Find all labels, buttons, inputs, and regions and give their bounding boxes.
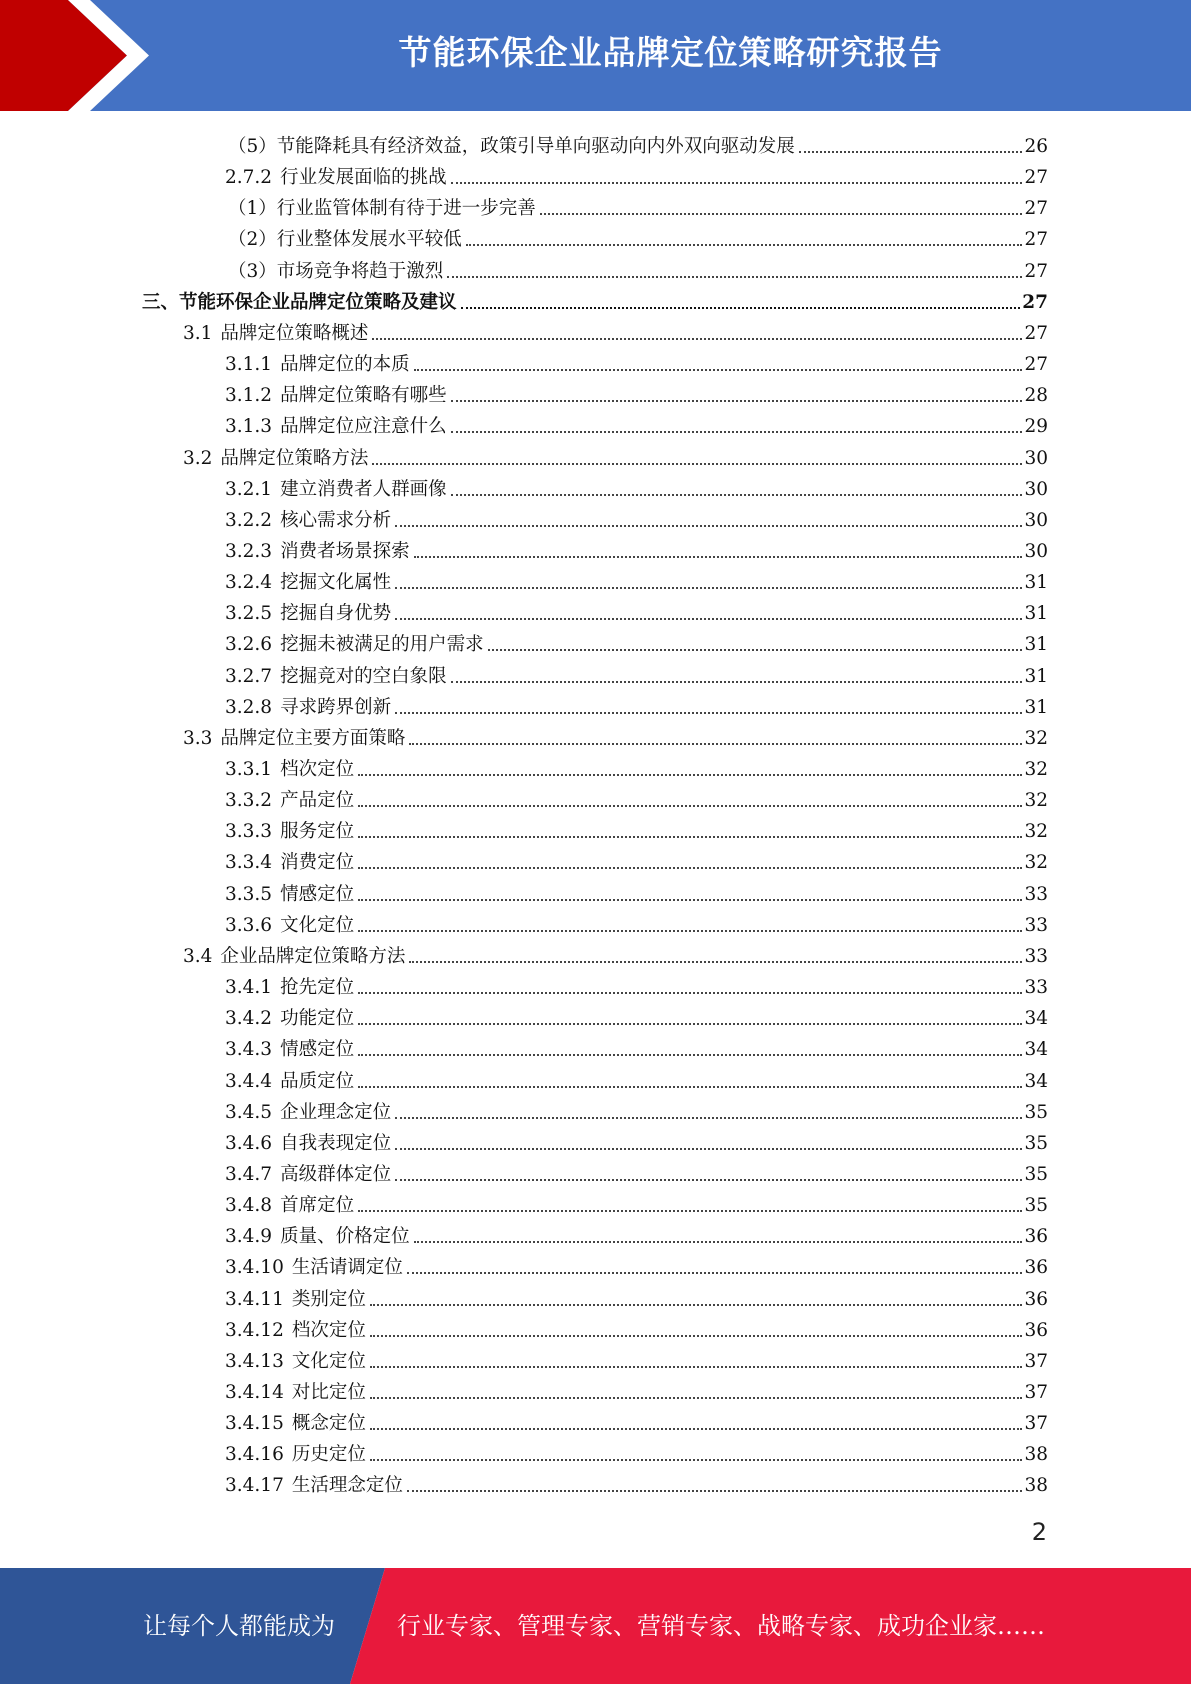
toc-entry[interactable]	[225, 563, 1048, 594]
toc-entry-number: 3.2.4	[225, 572, 273, 594]
toc-entry[interactable]	[225, 1093, 1048, 1124]
toc-dot-leader	[358, 899, 1022, 901]
toc-entry-label	[228, 198, 536, 220]
toc-entry-page: 32	[1024, 759, 1048, 780]
toc-entry-number: 3.4	[183, 945, 213, 967]
toc-entry[interactable]	[225, 1280, 1048, 1311]
toc-entry[interactable]	[225, 407, 1048, 438]
toc-dot-leader	[358, 1023, 1022, 1025]
toc-entry[interactable]	[228, 127, 1048, 158]
toc-entry-title: 服务定位	[280, 821, 355, 843]
toc-entry-label	[225, 1039, 354, 1061]
toc-entry-number: 3.2.7	[225, 665, 273, 687]
toc-entry-label	[225, 915, 354, 937]
toc-entry-label	[225, 1226, 410, 1248]
toc-entry-title: 挖掘未被满足的用户需求	[280, 634, 484, 656]
toc-entry-page: 33	[1024, 977, 1048, 999]
toc-entry-page: 33	[1024, 883, 1048, 905]
toc-entry-label	[183, 728, 405, 750]
toc-entry-label	[225, 790, 354, 812]
toc-entry-page: 31	[1024, 603, 1048, 625]
toc-entry-page: 31	[1024, 634, 1048, 656]
toc-dot-leader	[799, 151, 1023, 153]
toc-entry-number: （5）	[228, 136, 277, 157]
page-number: 2	[1031, 1518, 1047, 1546]
toc-entry-title: 挖掘自身优势	[280, 603, 392, 625]
toc-entry-label	[225, 1444, 366, 1466]
toc-entry-title: 功能定位	[280, 1008, 355, 1030]
toc-entry-label	[225, 510, 391, 532]
toc-entry[interactable]	[225, 1124, 1048, 1155]
toc-entry-title: 文化定位	[291, 1350, 366, 1372]
toc-entry-number: （1）	[228, 198, 277, 220]
toc-entry-title: 文化定位	[280, 914, 355, 936]
toc-entry-title: 抢先定位	[280, 977, 355, 999]
toc-entry[interactable]	[225, 470, 1048, 501]
toc-entry[interactable]	[225, 1186, 1048, 1217]
toc-entry-label	[225, 1382, 366, 1404]
toc-dot-leader	[358, 1086, 1022, 1088]
toc-entry[interactable]	[225, 688, 1048, 719]
toc-entry-page: 27	[1024, 354, 1048, 376]
toc-entry-label	[225, 697, 391, 719]
toc-entry-number: 3.3.2	[225, 790, 273, 812]
toc-entry-page: 27	[1024, 198, 1048, 220]
toc-entry-number: （3）	[228, 260, 277, 282]
toc-entry-title: 挖掘文化属性	[280, 572, 392, 594]
toc-entry-page: 37	[1024, 1413, 1048, 1435]
toc-dot-leader	[358, 1054, 1022, 1056]
page-footer	[0, 1568, 1191, 1684]
toc-dot-leader	[370, 1335, 1023, 1337]
toc-entry-number: 3.4.5	[225, 1101, 273, 1123]
toc-entry-label	[183, 448, 368, 470]
toc-entry-number: 3.4.12	[225, 1319, 284, 1341]
toc-entry-page: 34	[1024, 1039, 1048, 1061]
toc-dot-leader	[414, 369, 1023, 371]
toc-dot-leader	[358, 805, 1022, 807]
toc-entry-title: 品牌定位策略概述	[220, 322, 369, 344]
toc-entry-page: 37	[1024, 1382, 1048, 1403]
toc-dot-leader	[407, 1272, 1023, 1274]
toc-entry-title: 消费者场景探索	[280, 540, 410, 562]
toc-entry-page: 27	[1024, 260, 1048, 282]
toc-entry-number: 3.4.10	[225, 1257, 284, 1279]
toc-entry[interactable]	[225, 781, 1048, 812]
toc-entry-number: 3.3.6	[225, 914, 273, 936]
toc-entry[interactable]	[225, 875, 1048, 906]
toc-entry-number: 3.2.6	[225, 634, 273, 656]
toc-dot-leader	[407, 1490, 1023, 1492]
toc-entry[interactable]	[225, 1342, 1048, 1373]
toc-entry-label	[225, 1164, 391, 1186]
toc-entry-page: 32	[1024, 821, 1048, 843]
toc-entry-label	[225, 572, 391, 594]
toc-entry-label	[225, 821, 354, 843]
toc-entry-number: 3.1.2	[225, 385, 273, 407]
toc-entry-page: 35	[1024, 1195, 1048, 1217]
header-chevron-decoration	[0, 0, 160, 111]
toc-entry-title: 企业品牌定位策略方法	[220, 945, 406, 967]
toc-entry-title: 品牌定位的本质	[280, 354, 410, 376]
toc-entry-page: 26	[1024, 136, 1048, 157]
toc-entry-title: 品牌定位主要方面策略	[220, 727, 406, 749]
toc-entry-title: 品牌定位策略方法	[220, 447, 369, 469]
toc-entry-page: 31	[1024, 696, 1048, 718]
toc-dot-leader	[414, 556, 1023, 558]
toc-dot-leader	[395, 1179, 1022, 1181]
footer-tagline: 行业专家、管理专家、营销专家、战略专家、成功企业家……	[397, 1612, 1045, 1640]
toc-dot-leader	[358, 1210, 1022, 1212]
toc-entry-title: 品质定位	[280, 1070, 355, 1092]
toc-entry-page: 29	[1024, 416, 1048, 438]
toc-entry-page: 36	[1024, 1319, 1048, 1341]
toc-entry-title: 首席定位	[280, 1195, 355, 1217]
toc-entry-number: 3.4.3	[225, 1039, 273, 1061]
toc-entry-label	[225, 385, 447, 407]
toc-dot-leader	[372, 463, 1022, 465]
toc-dot-leader	[488, 649, 1023, 651]
toc-entry-number: 3.4.6	[225, 1132, 273, 1154]
toc-entry-number: 2.7.2	[225, 167, 273, 189]
toc-entry-title: 节能环保企业品牌定位策略及建议	[179, 291, 457, 313]
toc-entry-title: 节能降耗具有经济效益，政策引导单向驱动向内外双向驱动发展	[276, 136, 795, 157]
toc-entry-title: 核心需求分析	[280, 509, 392, 531]
toc-entry-page: 36	[1024, 1288, 1048, 1310]
toc-entry-page: 38	[1024, 1475, 1048, 1497]
toc-entry-title: 产品定位	[280, 790, 355, 812]
toc-entry[interactable]	[225, 906, 1048, 937]
toc-entry-title: 行业整体发展水平较低	[276, 229, 462, 251]
toc-entry-number: 3.4.14	[225, 1382, 284, 1403]
toc-entry-number: 3.3	[183, 727, 213, 749]
toc-entry-page: 36	[1024, 1226, 1048, 1248]
toc-entry[interactable]	[225, 532, 1048, 563]
toc-entry-page: 34	[1024, 1070, 1048, 1092]
toc-dot-leader	[358, 867, 1022, 869]
toc-entry-page: 31	[1024, 665, 1048, 687]
toc-entry[interactable]	[228, 220, 1048, 251]
toc-entry-page: 27	[1024, 229, 1048, 251]
toc-entry-page: 34	[1024, 1008, 1048, 1030]
toc-entry-number: 3.4.11	[225, 1288, 284, 1310]
toc-entry-page: 30	[1024, 509, 1048, 531]
toc-entry-page: 35	[1024, 1163, 1048, 1185]
toc-entry[interactable]	[225, 1466, 1048, 1497]
toc-entry-title: 档次定位	[291, 1319, 366, 1341]
toc-entry-number: 3.3.4	[225, 852, 273, 874]
toc-entry[interactable]	[225, 345, 1048, 376]
toc-entry-label	[183, 946, 405, 968]
toc-entry-page: 27	[1022, 291, 1048, 313]
toc-entry-title: 行业发展面临的挑战	[280, 167, 447, 189]
toc-entry[interactable]	[225, 1030, 1048, 1061]
toc-entry[interactable]	[225, 158, 1048, 189]
toc-entry[interactable]	[225, 1062, 1048, 1093]
toc-dot-leader	[466, 244, 1023, 246]
toc-entry-page: 32	[1024, 790, 1048, 812]
toc-dot-leader	[461, 307, 1021, 309]
toc-entry-label	[225, 1071, 354, 1093]
toc-dot-leader	[370, 1428, 1023, 1430]
toc-entry[interactable]	[183, 719, 1048, 750]
toc-entry-title: 档次定位	[280, 759, 355, 780]
toc-entry[interactable]	[225, 1311, 1048, 1342]
toc-entry-number: 3.2.2	[225, 509, 273, 531]
toc-entry[interactable]	[183, 439, 1048, 470]
toc-dot-leader	[451, 400, 1023, 402]
toc-entry-title: 对比定位	[291, 1382, 366, 1403]
toc-entry-number: 三、	[142, 291, 180, 313]
toc-entry[interactable]	[225, 1373, 1048, 1404]
footer-slogan: 让每个人都能成为	[143, 1612, 335, 1640]
toc-entry-title: 市场竞争将趋于激烈	[276, 260, 444, 282]
toc-entry-label	[225, 479, 447, 501]
toc-entry[interactable]	[225, 999, 1048, 1030]
toc-entry-number: 3.2.1	[225, 478, 273, 500]
toc-entry-title: 历史定位	[291, 1444, 366, 1466]
toc-dot-leader	[414, 1241, 1023, 1243]
toc-dot-leader	[409, 743, 1022, 745]
toc-entry-number: 3.4.2	[225, 1008, 273, 1030]
toc-entry-page: 36	[1024, 1257, 1048, 1279]
toc-entry-title: 消费定位	[280, 852, 355, 874]
toc-dot-leader	[540, 213, 1023, 215]
toc-entry-number: 3.4.13	[225, 1350, 284, 1372]
toc-dot-leader	[395, 525, 1022, 527]
toc-dot-leader	[370, 1366, 1023, 1368]
toc-entry-number: （2）	[228, 229, 277, 251]
toc-entry-number: 3.4.9	[225, 1226, 273, 1248]
toc-entry-title: 建立消费者人群画像	[280, 478, 447, 500]
toc-dot-leader	[358, 930, 1022, 932]
toc-entry-label	[225, 1413, 366, 1435]
toc-entry-number: 3.4.17	[225, 1475, 284, 1497]
toc-dot-leader	[451, 431, 1023, 433]
toc-dot-leader	[370, 1459, 1023, 1461]
toc-entry-label	[225, 1102, 391, 1124]
toc-entry[interactable]	[225, 657, 1048, 688]
toc-entry-label	[228, 136, 795, 158]
toc-entry-label	[225, 416, 447, 438]
toc-entry-page: 27	[1024, 167, 1048, 189]
toc-entry-number: 3.3.5	[225, 883, 273, 905]
toc-entry[interactable]	[225, 968, 1048, 999]
toc-entry-label	[225, 603, 391, 625]
toc-entry-label	[225, 884, 354, 906]
toc-entry-label	[225, 1008, 354, 1030]
toc-entry-label	[225, 1320, 366, 1342]
toc-entry-number: 3.4.4	[225, 1070, 273, 1092]
toc-entry[interactable]	[225, 625, 1048, 656]
toc-entry[interactable]	[228, 189, 1048, 220]
toc-entry-page: 30	[1024, 540, 1048, 562]
toc-dot-leader	[358, 774, 1022, 776]
toc-dot-leader	[370, 1397, 1023, 1399]
toc-entry-title: 品牌定位应注意什么	[280, 416, 447, 438]
toc-entry-label	[225, 1195, 354, 1217]
toc-entry-label	[225, 852, 354, 874]
toc-entry-title: 寻求跨界创新	[280, 696, 392, 718]
toc-entry-label	[225, 1289, 366, 1311]
toc-entry[interactable]	[142, 283, 1048, 314]
toc-entry-label	[142, 292, 457, 314]
toc-entry-number: 3.2.3	[225, 540, 273, 562]
toc-dot-leader	[447, 276, 1022, 278]
toc-entry-page: 32	[1024, 727, 1048, 749]
toc-entry-page: 33	[1024, 914, 1048, 936]
toc-entry-number: 3.4.7	[225, 1163, 273, 1185]
toc-entry-label	[225, 1133, 391, 1155]
toc-entry[interactable]	[225, 376, 1048, 407]
toc-dot-leader	[358, 992, 1022, 994]
toc-entry-number: 3.2.5	[225, 603, 273, 625]
toc-entry-number: 3.4.1	[225, 977, 273, 999]
toc-entry[interactable]	[225, 812, 1048, 843]
toc-entry-page: 28	[1024, 385, 1048, 407]
toc-entry-number: 3.1.3	[225, 416, 273, 438]
toc-entry-page: 32	[1024, 852, 1048, 874]
toc-entry[interactable]	[228, 252, 1048, 283]
toc-entry-label	[183, 323, 368, 345]
toc-entry[interactable]	[225, 843, 1048, 874]
toc-entry-label	[225, 167, 447, 189]
toc-entry-label	[225, 977, 354, 999]
toc-entry-page: 35	[1024, 1132, 1048, 1154]
toc-entry-title: 概念定位	[291, 1413, 366, 1435]
toc-entry-title: 自我表现定位	[280, 1132, 392, 1154]
toc-entry-title: 情感定位	[280, 1039, 355, 1061]
toc-dot-leader	[395, 618, 1022, 620]
toc-entry-number: 3.3.3	[225, 821, 273, 843]
toc-entry-page: 30	[1024, 478, 1048, 500]
toc-entry-page: 37	[1024, 1350, 1048, 1372]
toc-dot-leader	[451, 182, 1023, 184]
toc-entry-title: 企业理念定位	[280, 1101, 392, 1123]
toc-entry-number: 3.1	[183, 322, 213, 344]
toc-entry-title: 行业监管体制有待于进一步完善	[276, 198, 536, 220]
toc-dot-leader	[451, 681, 1023, 683]
toc-entry-label	[225, 634, 484, 656]
toc-entry-number: 3.4.15	[225, 1413, 284, 1435]
toc-entry-page: 35	[1024, 1101, 1048, 1123]
toc-entry-label	[225, 666, 447, 688]
toc-entry-label	[225, 1257, 403, 1279]
toc-entry-label	[228, 229, 462, 251]
toc-entry-number: 3.1.1	[225, 354, 273, 376]
toc-dot-leader	[395, 1117, 1022, 1119]
toc-dot-leader	[372, 338, 1022, 340]
toc-entry[interactable]	[225, 501, 1048, 532]
toc-entry[interactable]	[225, 1404, 1048, 1435]
toc-entry-title: 情感定位	[280, 883, 355, 905]
toc-entry-page: 33	[1024, 945, 1048, 967]
toc-dot-leader	[395, 712, 1022, 714]
toc-entry-label	[225, 1475, 403, 1497]
toc-entry-number: 3.2	[183, 447, 213, 469]
toc-entry-title: 高级群体定位	[280, 1163, 392, 1185]
toc-entry[interactable]	[225, 1217, 1048, 1248]
toc-entry-number: 3.4.16	[225, 1444, 284, 1466]
toc-entry-title: 品牌定位策略有哪些	[280, 385, 447, 407]
toc-entry[interactable]	[183, 314, 1048, 345]
toc-entry-title: 生活请调定位	[291, 1257, 403, 1279]
toc-entry-label	[225, 1351, 366, 1373]
page-header	[0, 0, 1191, 111]
toc-entry-page: 27	[1024, 322, 1048, 344]
toc-entry[interactable]	[225, 1435, 1048, 1466]
toc-entry-number: 3.4.8	[225, 1195, 273, 1217]
report-title: 节能环保企业品牌定位策略研究报告	[398, 33, 943, 72]
toc-entry[interactable]	[225, 1248, 1048, 1279]
toc-dot-leader	[358, 836, 1022, 838]
toc-dot-leader	[395, 587, 1022, 589]
toc-entry-title: 类别定位	[291, 1288, 366, 1310]
toc-entry-label	[228, 261, 443, 283]
toc-entry-label	[225, 354, 410, 376]
toc-entry[interactable]	[225, 1155, 1048, 1186]
toc-entry-page: 31	[1024, 572, 1048, 594]
toc-dot-leader	[395, 1148, 1022, 1150]
toc-dot-leader	[409, 961, 1022, 963]
toc-entry-title: 生活理念定位	[291, 1475, 403, 1497]
toc-dot-leader	[370, 1304, 1023, 1306]
toc-entry[interactable]	[225, 594, 1048, 625]
toc-entry-page: 30	[1024, 447, 1048, 469]
toc-dot-leader	[451, 494, 1023, 496]
toc-entry-title: 质量、价格定位	[280, 1226, 410, 1248]
toc-entry[interactable]	[225, 750, 1048, 781]
toc-entry[interactable]	[183, 937, 1048, 968]
toc-entry-title: 挖掘竞对的空白象限	[280, 665, 447, 687]
toc-entry-number: 3.3.1	[225, 759, 273, 780]
toc-entry-number: 3.2.8	[225, 696, 273, 718]
toc-entry-page: 38	[1024, 1444, 1048, 1466]
toc-entry-label	[225, 541, 410, 563]
toc-entry-label	[225, 759, 354, 781]
